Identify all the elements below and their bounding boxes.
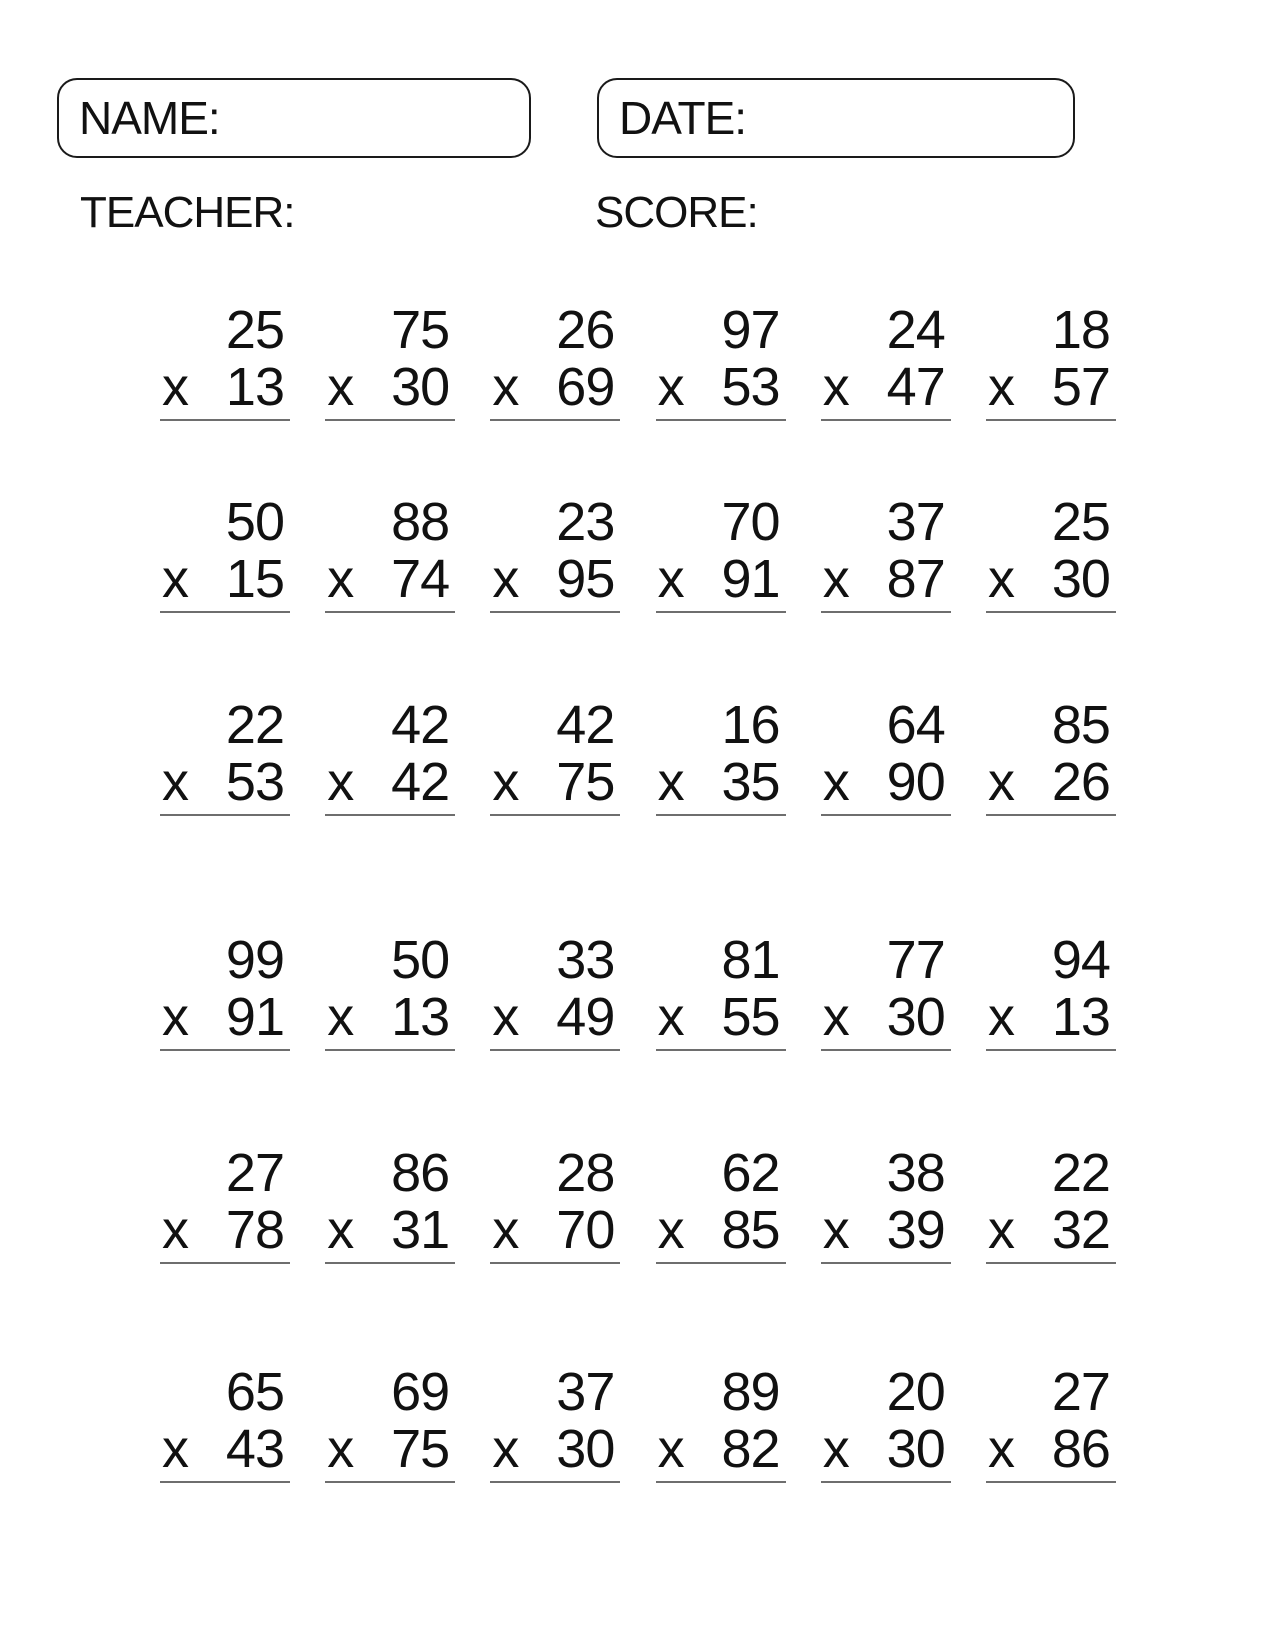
multiplier-value: 32	[1051, 1200, 1110, 1260]
answer-line	[656, 1481, 786, 1483]
multiplicand-value: 22	[225, 695, 284, 755]
multiply-operator: x	[162, 357, 188, 417]
multiplier-value: 85	[721, 1200, 780, 1260]
answer-line	[160, 1481, 290, 1483]
answer-line	[160, 419, 290, 421]
multiplicand-value: 69	[391, 1362, 450, 1422]
multiplier-row	[490, 549, 620, 609]
multiply-operator: x	[987, 1419, 1014, 1479]
answer-line	[986, 1481, 1116, 1483]
answer-line	[986, 1262, 1116, 1264]
answer-line	[325, 814, 455, 816]
problem-row	[160, 1143, 1116, 1264]
multiplier-value: 26	[1051, 752, 1110, 812]
multiply-operator: x	[822, 549, 849, 609]
multiplier-value: 86	[1051, 1419, 1110, 1479]
multiply-operator: x	[987, 987, 1014, 1047]
multiplication-problem	[160, 1143, 290, 1264]
multiplier-row	[325, 549, 455, 609]
answer-line	[490, 611, 620, 613]
multiply-operator: x	[657, 357, 684, 417]
answer-line	[160, 814, 290, 816]
multiplier-value: 15	[225, 549, 284, 609]
multiplication-problem	[490, 930, 620, 1051]
multiply-operator: x	[657, 1419, 684, 1479]
multiplication-problem	[325, 930, 455, 1051]
multiplier-value: 13	[391, 987, 450, 1047]
multiplicand-value: 33	[556, 930, 615, 990]
multiplication-problem	[821, 492, 951, 613]
multiply-operator: x	[657, 549, 684, 609]
multiplicand-value: 27	[225, 1143, 284, 1203]
multiplier-row	[325, 357, 455, 417]
multiplication-problem	[325, 695, 455, 816]
multiplication-problem	[160, 300, 290, 421]
multiplier-value: 95	[556, 549, 615, 609]
multiplicand-value: 28	[556, 1143, 615, 1203]
answer-line	[160, 1049, 290, 1051]
multiplier-row	[160, 987, 290, 1047]
multiplier-row	[490, 752, 620, 812]
answer-line	[160, 611, 290, 613]
multiplier-row	[821, 752, 951, 812]
multiplicand-value: 75	[391, 300, 450, 360]
multiplication-problem	[656, 930, 786, 1051]
multiplier-row	[160, 357, 290, 417]
answer-line	[490, 419, 620, 421]
answer-line	[490, 1049, 620, 1051]
multiply-operator: x	[162, 752, 188, 812]
multiplication-problem	[490, 695, 620, 816]
answer-line	[821, 1262, 951, 1264]
multiplication-problem	[821, 930, 951, 1051]
multiplication-problem	[160, 492, 290, 613]
multiply-operator: x	[327, 549, 354, 609]
answer-line	[986, 611, 1116, 613]
answer-line	[325, 419, 455, 421]
answer-line	[986, 814, 1116, 816]
multiplier-row	[160, 1200, 290, 1260]
multiplication-problem	[821, 300, 951, 421]
multiplicand-value: 25	[1051, 492, 1110, 552]
multiplicand-value: 94	[1051, 930, 1110, 990]
answer-line	[160, 1262, 290, 1264]
multiply-operator: x	[987, 549, 1014, 609]
multiplier-value: 13	[1051, 987, 1110, 1047]
answer-line	[986, 1049, 1116, 1051]
multiplier-row	[160, 549, 290, 609]
multiplication-problem	[160, 695, 290, 816]
multiplication-problem	[656, 492, 786, 613]
multiply-operator: x	[657, 1200, 684, 1260]
multiplication-problem	[490, 1143, 620, 1264]
multiplication-problem	[490, 300, 620, 421]
problem-row	[160, 1362, 1116, 1483]
multiplication-problem	[160, 1362, 290, 1483]
multiply-operator: x	[327, 1200, 354, 1260]
answer-line	[490, 1481, 620, 1483]
date-label: DATE:	[619, 92, 747, 144]
answer-line	[821, 1481, 951, 1483]
multiplier-value: 47	[886, 357, 945, 417]
multiply-operator: x	[822, 752, 849, 812]
multiplier-row	[656, 1419, 786, 1479]
multiplicand-value: 81	[721, 930, 780, 990]
answer-line	[325, 1481, 455, 1483]
answer-line	[325, 1049, 455, 1051]
answer-line	[821, 814, 951, 816]
multiplier-value: 30	[556, 1419, 615, 1479]
multiplier-value: 30	[1051, 549, 1110, 609]
multiply-operator: x	[822, 357, 849, 417]
multiplication-problem	[986, 930, 1116, 1051]
multiply-operator: x	[162, 1200, 188, 1260]
multiply-operator: x	[822, 987, 849, 1047]
multiplication-problem	[325, 1143, 455, 1264]
answer-line	[656, 419, 786, 421]
multiplicand-value: 23	[556, 492, 615, 552]
answer-line	[821, 611, 951, 613]
multiplier-row	[821, 357, 951, 417]
multiplication-problem	[986, 492, 1116, 613]
teacher-label: TEACHER:	[80, 188, 295, 237]
problem-row	[160, 300, 1116, 421]
multiply-operator: x	[492, 1200, 519, 1260]
multiplier-value: 75	[391, 1419, 450, 1479]
multiplication-problem	[656, 1143, 786, 1264]
multiplier-row	[821, 1200, 951, 1260]
multiplier-value: 75	[556, 752, 615, 812]
multiplier-value: 30	[391, 357, 450, 417]
multiplication-problem	[656, 300, 786, 421]
problem-row	[160, 492, 1116, 613]
answer-line	[325, 1262, 455, 1264]
multiplier-value: 53	[225, 752, 284, 812]
multiplicand-value: 42	[391, 695, 450, 755]
score-label: SCORE:	[595, 188, 758, 237]
name-label: NAME:	[79, 92, 220, 144]
multiplier-value: 91	[721, 549, 780, 609]
multiply-operator: x	[492, 357, 519, 417]
multiplicand-value: 86	[391, 1143, 450, 1203]
answer-line	[656, 1049, 786, 1051]
multiplication-problem	[986, 695, 1116, 816]
multiplier-value: 39	[886, 1200, 945, 1260]
multiplier-row	[325, 1419, 455, 1479]
multiply-operator: x	[327, 987, 354, 1047]
multiply-operator: x	[492, 549, 519, 609]
multiplier-row	[821, 1419, 951, 1479]
multiplicand-value: 99	[225, 930, 284, 990]
multiply-operator: x	[822, 1200, 849, 1260]
multiplication-problem	[325, 492, 455, 613]
multiplicand-value: 88	[391, 492, 450, 552]
multiplicand-value: 16	[721, 695, 780, 755]
multiply-operator: x	[162, 549, 188, 609]
multiplier-row	[656, 987, 786, 1047]
multiply-operator: x	[987, 1200, 1014, 1260]
multiplicand-value: 62	[721, 1143, 780, 1203]
multiplier-value: 70	[556, 1200, 615, 1260]
multiplier-row	[160, 1419, 290, 1479]
multiplicand-value: 27	[1051, 1362, 1110, 1422]
multiplicand-value: 77	[886, 930, 945, 990]
name-input-box[interactable]	[57, 78, 531, 158]
multiplier-value: 31	[391, 1200, 450, 1260]
answer-line	[656, 814, 786, 816]
multiplicand-value: 25	[225, 300, 284, 360]
multiplier-value: 78	[225, 1200, 284, 1260]
multiply-operator: x	[492, 987, 519, 1047]
answer-line	[325, 611, 455, 613]
multiplication-problem	[821, 1362, 951, 1483]
multiplicand-value: 37	[556, 1362, 615, 1422]
multiplier-row	[325, 1200, 455, 1260]
multiplier-row	[986, 752, 1116, 812]
answer-line	[656, 1262, 786, 1264]
answer-line	[490, 814, 620, 816]
multiplier-value: 91	[225, 987, 284, 1047]
multiplier-value: 42	[391, 752, 450, 812]
multiplicand-value: 37	[886, 492, 945, 552]
multiplicand-value: 20	[886, 1362, 945, 1422]
multiplicand-value: 89	[721, 1362, 780, 1422]
multiplication-problem	[986, 300, 1116, 421]
multiplier-row	[325, 752, 455, 812]
multiplier-row	[656, 357, 786, 417]
problem-row	[160, 930, 1116, 1051]
multiplier-value: 82	[721, 1419, 780, 1479]
multiplier-row	[986, 549, 1116, 609]
multiplier-value: 49	[556, 987, 615, 1047]
multiplicand-value: 97	[721, 300, 780, 360]
multiplier-value: 53	[721, 357, 780, 417]
answer-line	[821, 419, 951, 421]
multiplier-row	[490, 1200, 620, 1260]
multiplication-problem	[821, 1143, 951, 1264]
multiply-operator: x	[822, 1419, 849, 1479]
multiplier-value: 74	[391, 549, 450, 609]
multiplicand-value: 22	[1051, 1143, 1110, 1203]
multiplication-problem	[490, 1362, 620, 1483]
multiplication-problem	[821, 695, 951, 816]
multiply-operator: x	[327, 1419, 354, 1479]
problem-row	[160, 695, 1116, 816]
multiplicand-value: 18	[1051, 300, 1110, 360]
multiplication-problem	[656, 695, 786, 816]
multiplication-problem	[986, 1362, 1116, 1483]
multiply-operator: x	[657, 987, 684, 1047]
multiply-operator: x	[162, 1419, 188, 1479]
answer-line	[986, 419, 1116, 421]
multiplier-row	[490, 987, 620, 1047]
multiply-operator: x	[987, 357, 1014, 417]
multiplier-value: 13	[225, 357, 284, 417]
multiplicand-value: 64	[886, 695, 945, 755]
multiplier-row	[160, 752, 290, 812]
multiply-operator: x	[327, 357, 354, 417]
multiplier-value: 90	[886, 752, 945, 812]
multiplicand-value: 85	[1051, 695, 1110, 755]
multiply-operator: x	[987, 752, 1014, 812]
multiplier-row	[986, 1200, 1116, 1260]
answer-line	[490, 1262, 620, 1264]
multiplier-row	[821, 549, 951, 609]
multiplication-problem	[325, 1362, 455, 1483]
multiplier-value: 57	[1051, 357, 1110, 417]
multiply-operator: x	[492, 1419, 519, 1479]
multiplication-problem	[160, 930, 290, 1051]
multiplier-row	[490, 1419, 620, 1479]
multiplicand-value: 38	[886, 1143, 945, 1203]
multiplier-row	[656, 549, 786, 609]
multiply-operator: x	[492, 752, 519, 812]
multiplier-row	[490, 357, 620, 417]
multiplicand-value: 42	[556, 695, 615, 755]
multiplier-value: 87	[886, 549, 945, 609]
multiplier-value: 30	[886, 987, 945, 1047]
multiplicand-value: 70	[721, 492, 780, 552]
multiplier-value: 43	[225, 1419, 284, 1479]
multiplier-row	[986, 357, 1116, 417]
multiplicand-value: 65	[225, 1362, 284, 1422]
multiplier-value: 55	[721, 987, 780, 1047]
multiplier-value: 30	[886, 1419, 945, 1479]
multiplication-problem	[986, 1143, 1116, 1264]
multiply-operator: x	[162, 987, 188, 1047]
multiplier-row	[656, 1200, 786, 1260]
answer-line	[821, 1049, 951, 1051]
multiplicand-value: 50	[225, 492, 284, 552]
multiply-operator: x	[657, 752, 684, 812]
multiplicand-value: 24	[886, 300, 945, 360]
multiplicand-value: 50	[391, 930, 450, 990]
multiplier-row	[986, 987, 1116, 1047]
multiplier-row	[986, 1419, 1116, 1479]
multiplier-value: 35	[721, 752, 780, 812]
multiplication-problem	[490, 492, 620, 613]
multiplier-value: 69	[556, 357, 615, 417]
answer-line	[656, 611, 786, 613]
multiplier-row	[821, 987, 951, 1047]
multiplicand-value: 26	[556, 300, 615, 360]
multiply-operator: x	[327, 752, 354, 812]
multiplication-problem	[656, 1362, 786, 1483]
multiplication-problem	[325, 300, 455, 421]
multiplier-row	[656, 752, 786, 812]
date-input-box[interactable]	[597, 78, 1075, 158]
multiplier-row	[325, 987, 455, 1047]
